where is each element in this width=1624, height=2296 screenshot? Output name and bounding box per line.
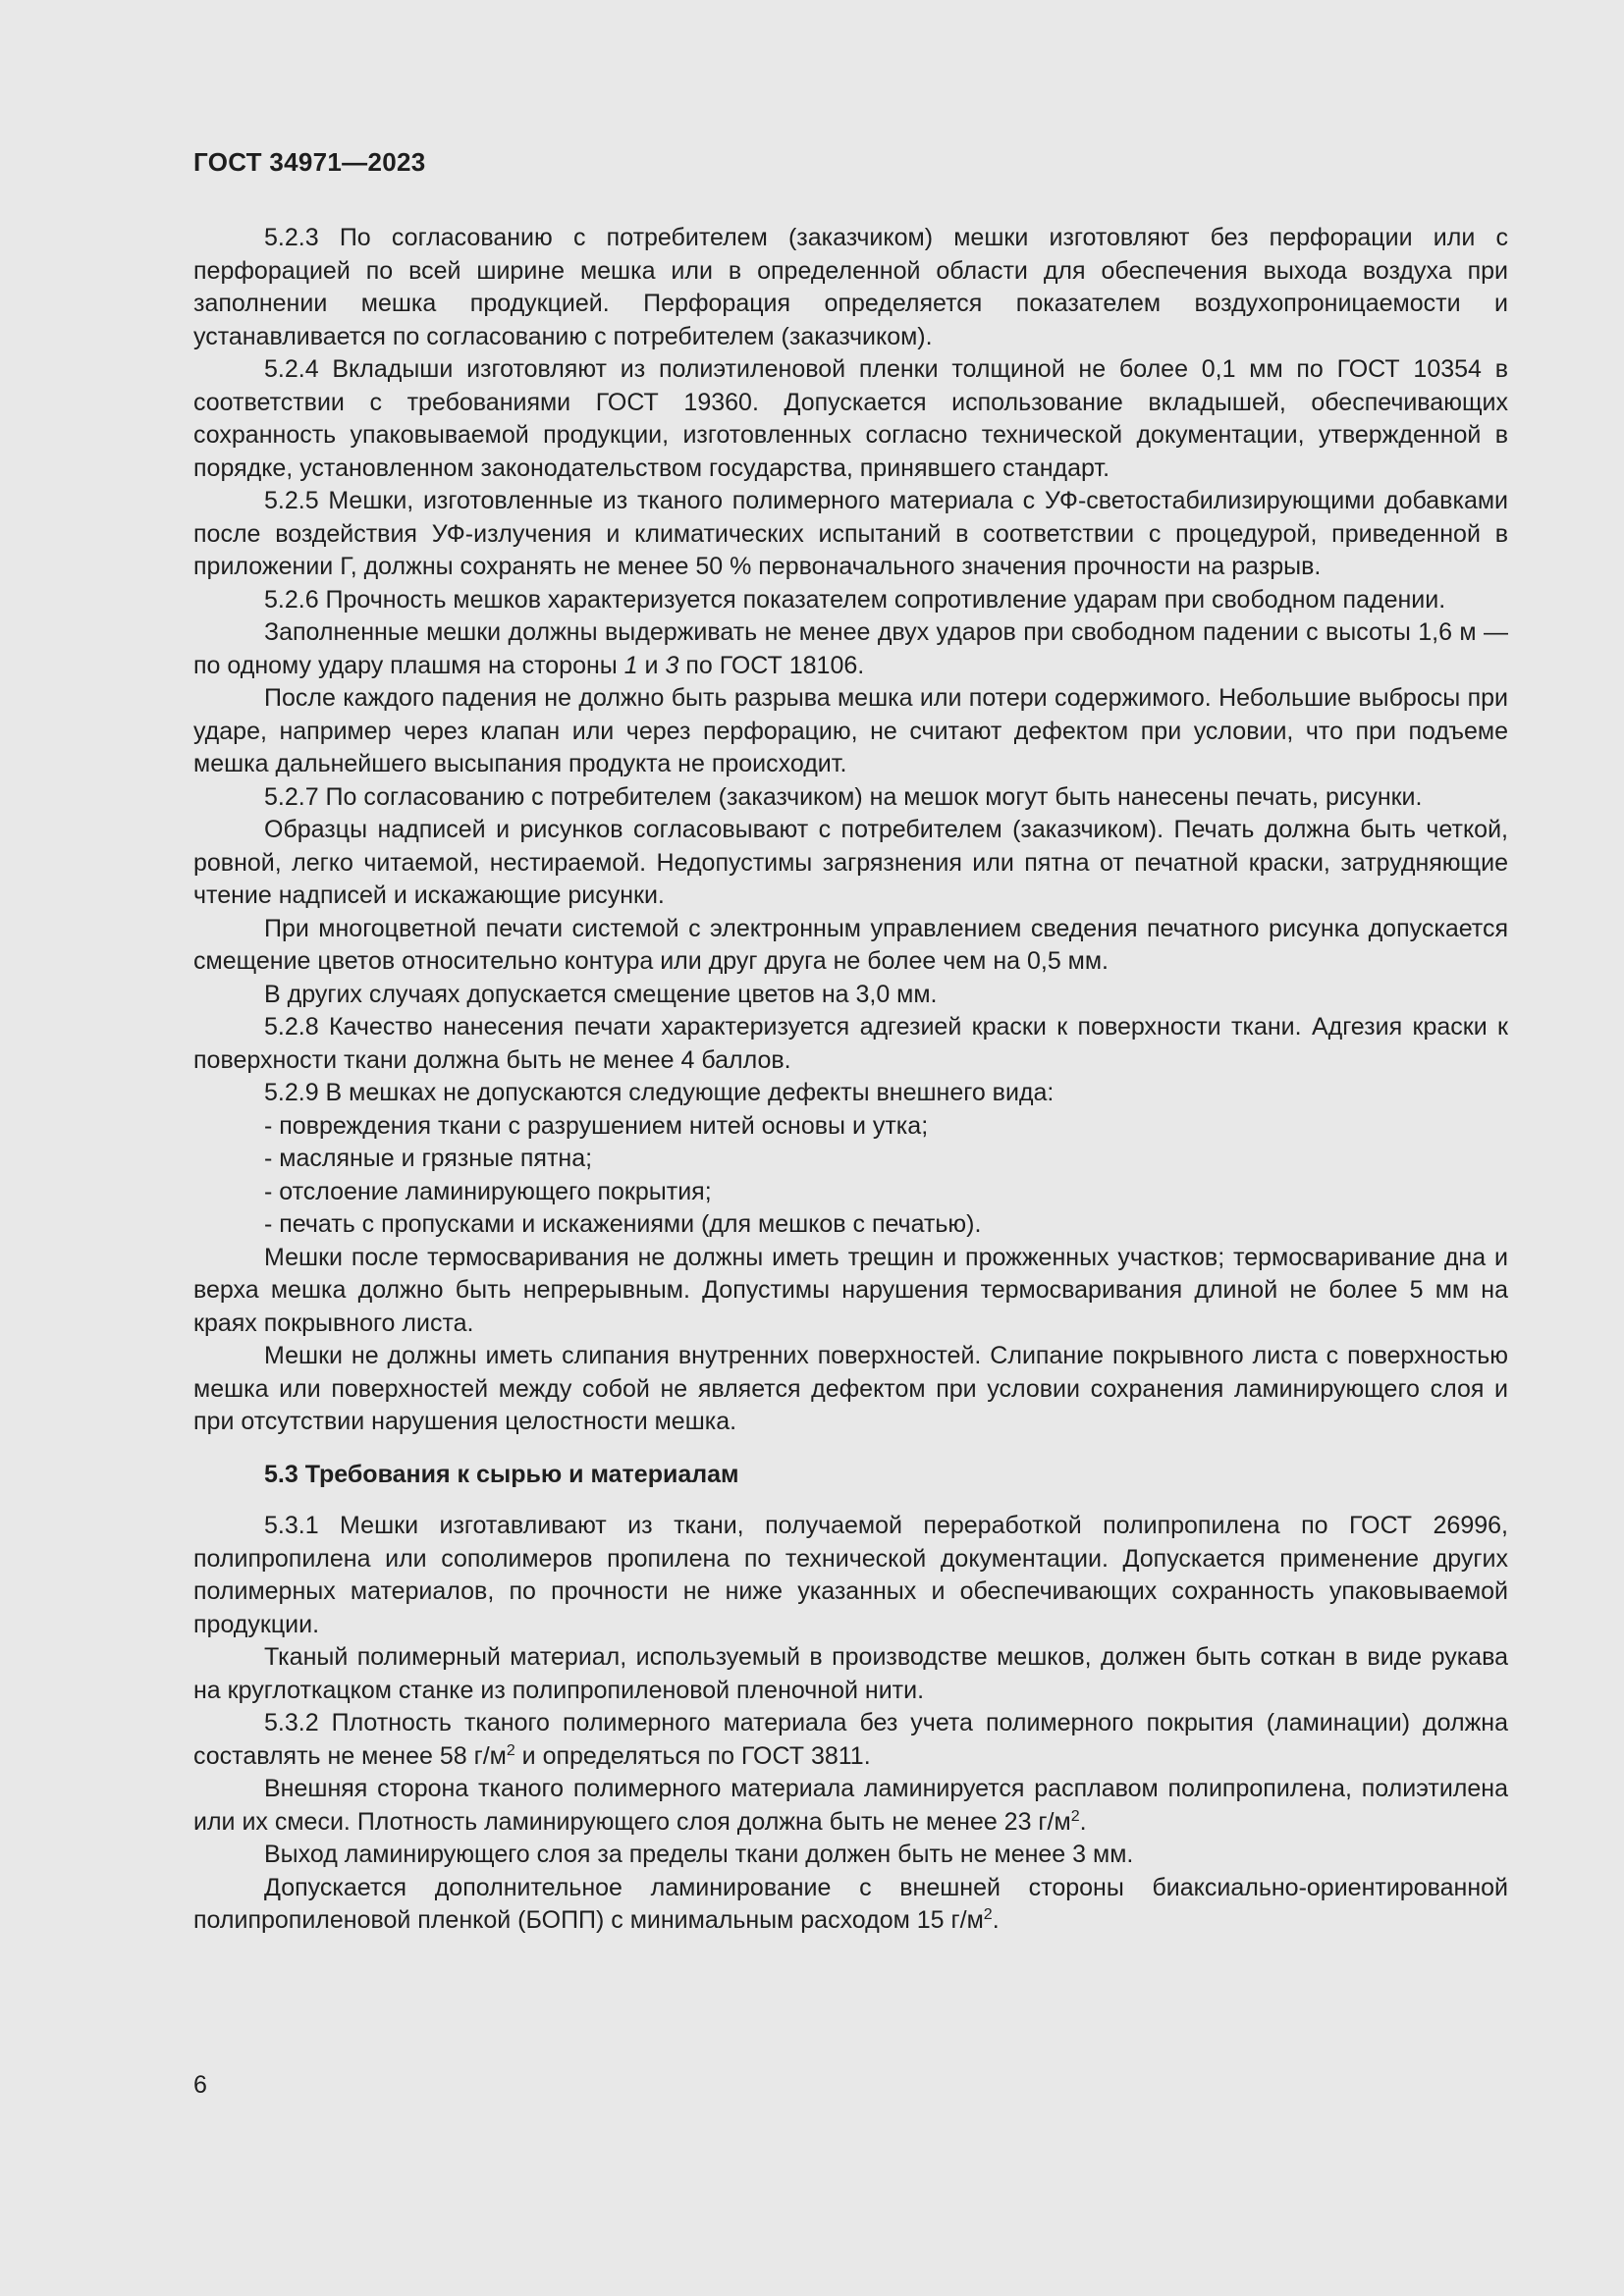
document-header: ГОСТ 34971—2023 bbox=[193, 147, 426, 177]
paragraph-5-2-3: 5.2.3 По согласованию с потребителем (заказчиком) мешки изготовляют без перфорации или с перфорацией по всей ширине мешка или в определенной области для обеспечения выхода воздуха при заполнении мешка продукцией. Перфорация определяется показателем воздухопроницаемости и устанавливается по согласованию с потребителем (заказчиком). bbox=[193, 224, 1508, 350]
list-item: - масляные и грязные пятна; bbox=[264, 1145, 593, 1172]
list-item: - повреждения ткани с разрушением нитей основы и утка; bbox=[264, 1111, 929, 1140]
paragraph-welding: Мешки после термосваривания не должны иметь трещин и прожженных участков; термосваривание дна и верха мешка должно быть непрерывным. Допустимы нарушения термосваривания длиной не более 5 мм на краях покрывного листа. bbox=[193, 1243, 1508, 1337]
paragraph-5-2-6: 5.2.6 Прочность мешков характеризуется показателем сопротивление ударам при свободном падении. bbox=[264, 585, 1446, 614]
paragraph-print-samples: Образцы надписей и рисунков согласовывают с потребителем (заказчиком). Печать должна быть четкой, ровной, легко читаемой, нестираемой. Недопустимы загрязнения или пятна от печатной краски, затрудняющие чтение надписей и искажающие рисунки. bbox=[193, 816, 1508, 909]
paragraph-5-2-7: 5.2.7 По согласованию с потребителем (заказчиком) на мешок могут быть нанесены печать, рисунки. bbox=[264, 782, 1423, 811]
paragraph-drop-test: Заполненные мешки должны выдерживать не менее двух ударов при свободном падении с высоты 1,6 м — по одному удару плашмя на стороны 1 и 3 по ГОСТ 18106. bbox=[193, 618, 1508, 679]
document-body bbox=[193, 222, 1508, 1938]
paragraph-woven-material: Тканый полимерный материал, используемый в производстве мешков, должен быть соткан в виде рукава на круглоткацком станке из полипропиленовой пленочной нити. bbox=[193, 1643, 1508, 1704]
paragraph-5-2-9: 5.2.9 В мешках не допускаются следующие дефекты внешнего вида: bbox=[264, 1079, 1055, 1106]
paragraph-5-2-5: 5.2.5 Мешки, изготовленные из тканого полимерного материала с УФ-светостабилизирующими добавками после воздействия УФ-излучения и климатических испытаний в соответствии с процедурой, приведенной в приложении Г, должны сохранять не менее 50 % первоначального значения прочности на разрыв. bbox=[193, 487, 1508, 580]
paragraph-5-3-2: 5.3.2 Плотность тканого полимерного материала без учета полимерного покрытия (ламинации) должна составлять не менее 58 $г/м^2$ и определяться по ГОСТ 3811. bbox=[193, 1709, 1508, 1770]
list-item: - печать с пропусками и искажениями (для мешков с печатью). bbox=[264, 1210, 982, 1238]
section-heading-5-3: 5.3 Требования к сырью и материалам bbox=[264, 1460, 739, 1488]
paragraph-5-2-4: 5.2.4 Вкладыши изготовляют из полиэтиленовой пленки толщиной не более 0,1 мм по ГОСТ 10354 в соответствии с требованиями ГОСТ 19360. Допускается использование вкладышей, обеспечивающих сохранность упаковываемой продукции, изготовленных согласно технической документации, утвержденной в порядке, установленном законодательством государства, принявшего стандарт. bbox=[193, 355, 1508, 482]
paragraph-bopp: Допускается дополнительное ламинирование с внешней стороны биаксиально-ориентированной полипропиленовой пленкой (БОПП) с минимальным расходом 15 $г/м^2$. bbox=[193, 1873, 1508, 1934]
paragraph-5-2-8: 5.2.8 Качество нанесения печати характеризуется адгезией краски к поверхности ткани. Адгезия краски к поверхности ткани должна быть не менее 4 баллов. bbox=[193, 1013, 1508, 1074]
paragraph-5-3-1: 5.3.1 Мешки изготавливают из ткани, получаемой переработкой полипропилена по ГОСТ 26996, полипропилена или сополимеров пропилена по технической документации. Допускается применение других полимерных материалов, по прочности не ниже указанных и обеспечивающих сохранность упаковываемой продукции. bbox=[193, 1512, 1508, 1638]
paragraph-sticking: Мешки не должны иметь слипания внутренних поверхностей. Слипание покрывного листа с поверхностью мешка или поверхностей между собой не является дефектом при условии сохранения ламинирующего слоя и при отсутствии нарушения целостности мешка. bbox=[193, 1342, 1508, 1435]
paragraph-lamination-exit: Выход ламинирующего слоя за пределы ткани должен быть не менее 3 мм. bbox=[264, 1841, 1134, 1868]
page-number: 6 bbox=[193, 2071, 207, 2099]
paragraph-other-cases: В других случаях допускается смещение цветов на 3,0 мм. bbox=[264, 980, 938, 1008]
paragraph-multicolor: При многоцветной печати системой с электронным управлением сведения печатного рисунка допускается смещение цветов относительно контура или друг друга не более чем на 0,5 мм. bbox=[193, 914, 1508, 975]
paragraph-after-drop: После каждого падения не должно быть разрыва мешка или потери содержимого. Небольшие выбросы при ударе, например через клапан или через перфорацию, не считают дефектом при условии, что при подъеме мешка дальнейшего высыпания продукта не происходит. bbox=[193, 684, 1508, 777]
list-item: - отслоение ламинирующего покрытия; bbox=[264, 1177, 712, 1205]
paragraph-lamination: Внешняя сторона тканого полимерного материала ламинируется расплавом полипропилена, полиэтилена или их смеси. Плотность ламинирующего слоя должна быть не менее 23 $г/м^2$. bbox=[193, 1775, 1508, 1836]
